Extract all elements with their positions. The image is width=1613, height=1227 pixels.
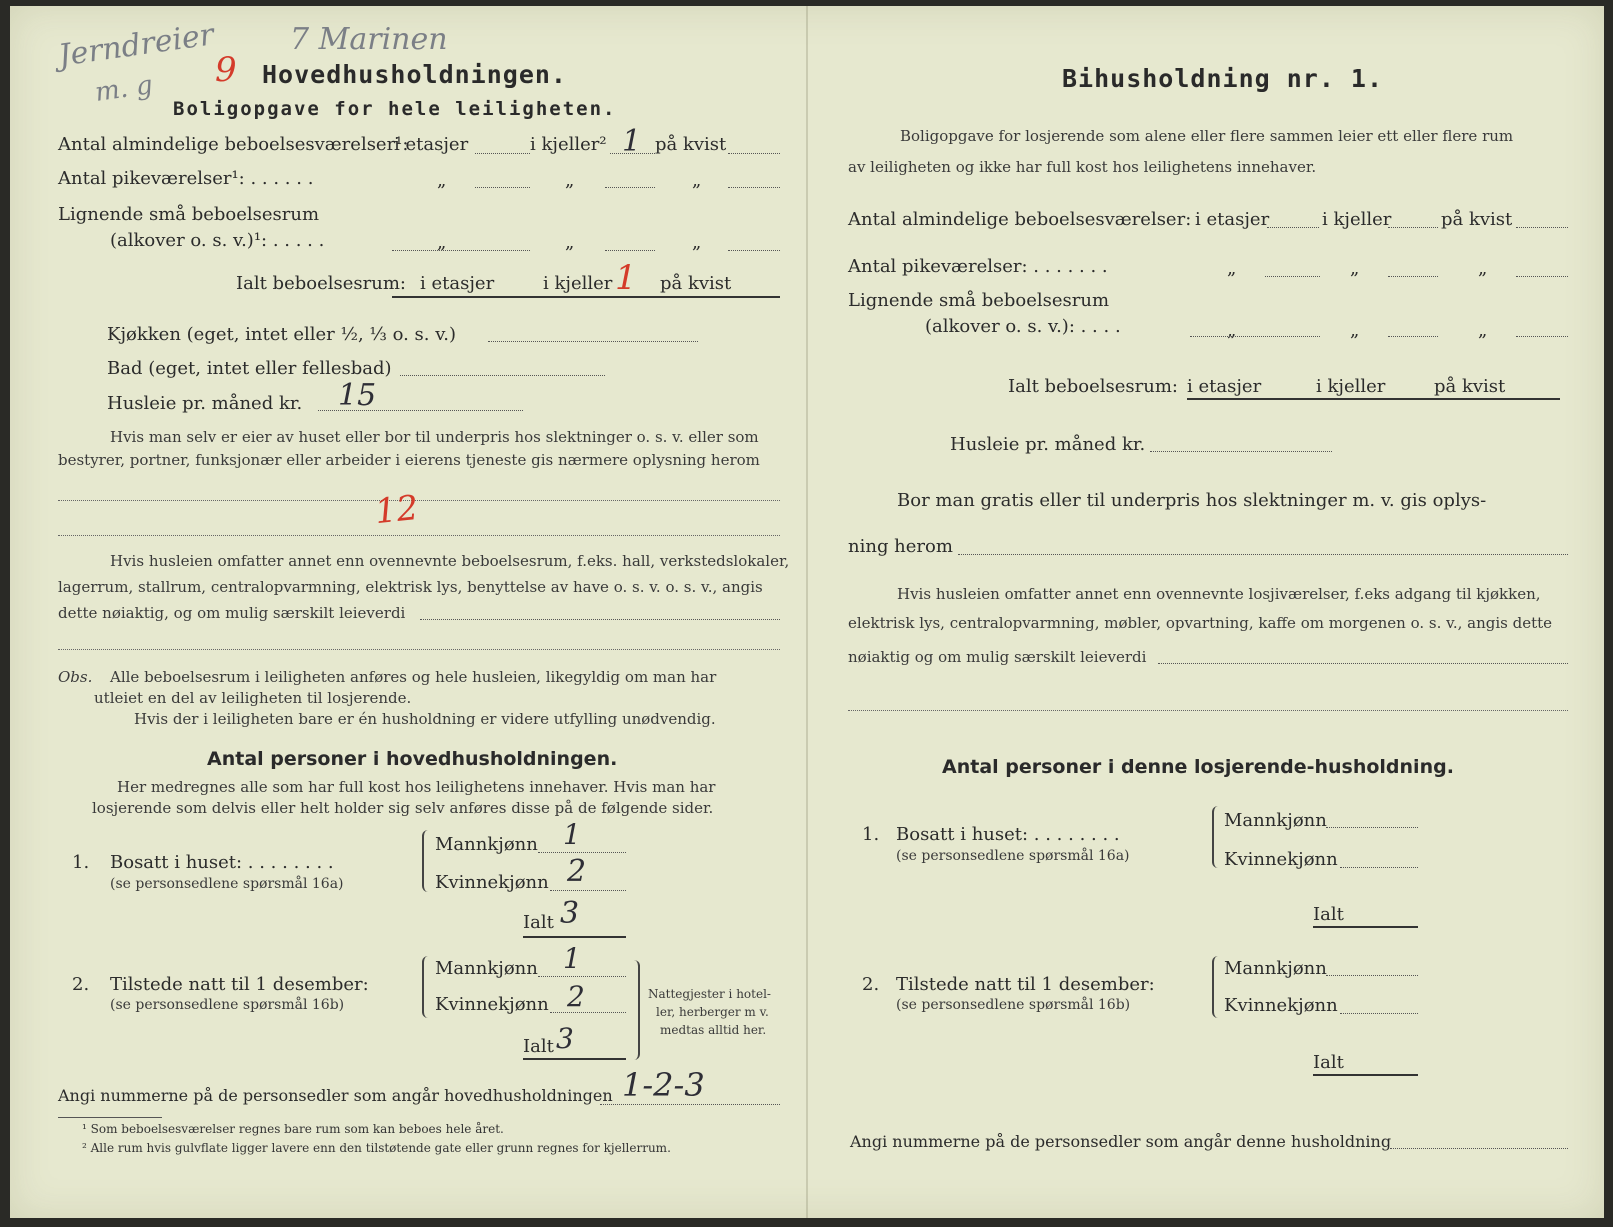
- left-q1-mann-line: [538, 852, 626, 853]
- ialt-underline: [392, 296, 780, 298]
- hand-q1-mann: 1: [563, 818, 581, 851]
- row1-label: Antal almindelige beboelsesværelser¹:: [58, 134, 409, 155]
- footnote-2: ² Alle rum hvis gulvflate ligger lavere enn den tilstøtende gate eller grunn regnes for kjellerrum.: [82, 1141, 671, 1155]
- right-q2-mann: Mannkjønn: [1224, 958, 1327, 979]
- right-row1-etasjer-line: [1267, 227, 1319, 228]
- ialt-etasjer: i etasjer: [420, 273, 495, 294]
- right-gratis-line: [958, 554, 1568, 555]
- left-q2-kvinne: Kvinnekjønn: [435, 994, 549, 1015]
- left-q2-right-brace: [630, 960, 640, 1060]
- right-omf-1: Hvis husleien omfatter annet enn ovennevnte losjiværelser, f.eks adgang til kjøkken,: [897, 585, 1541, 603]
- row2-line2: [605, 187, 655, 188]
- row3-label-b: (alkover o. s. v.)¹: . . . . .: [110, 230, 325, 251]
- right-row1-label: Antal almindelige beboelsesværelser:: [848, 209, 1192, 230]
- bad-label: Bad (eget, intet eller fellesbad): [107, 358, 392, 379]
- right-row1-kvist-line: [1516, 227, 1568, 228]
- omf-line-1: [420, 619, 780, 620]
- hand-nummerne: 1-2-3: [622, 1066, 705, 1104]
- left-q2-ialt: Ialt: [523, 1036, 554, 1057]
- left-q1-sub: (se personsedlene spørsmål 16a): [110, 876, 344, 892]
- ditto-mark: „: [692, 232, 702, 253]
- left-q2-kvinne-line: [550, 1012, 626, 1013]
- persons-text-1: Her medregnes alle som har full kost hos leilighetens innehaver. Hvis man har: [117, 778, 716, 796]
- hand-husleie-value: 15: [338, 378, 377, 413]
- ditto-mark: „: [1478, 258, 1488, 279]
- obs-label: Obs.: [58, 668, 93, 686]
- ditto-mark: „: [437, 232, 447, 253]
- right-ialt-kjeller: i kjeller: [1316, 376, 1386, 397]
- ditto-mark: „: [565, 232, 575, 253]
- right-row3-line1: [1190, 336, 1320, 337]
- row3-line3: [728, 250, 780, 251]
- row1-etasjer: i etasjer: [394, 134, 469, 155]
- ditto-mark: „: [1350, 258, 1360, 279]
- omf-text-3: dette nøiaktig, og om mulig særskilt leieverdi: [58, 604, 406, 622]
- obs-text-1: Alle beboelsesrum i leiligheten anføres og hele husleien, likegyldig om man har: [110, 668, 717, 686]
- right-ialt-kvist: på kvist: [1434, 376, 1506, 397]
- omf-line-2: [58, 649, 780, 650]
- right-q1-ialt: Ialt: [1313, 904, 1344, 925]
- right-q1-ialt-line: [1313, 926, 1418, 928]
- row3-line2: [605, 250, 655, 251]
- right-row1-etasjer: i etasjer: [1195, 209, 1270, 230]
- page-fold: [806, 6, 808, 1218]
- right-persons-title: Antal personer i denne losjerende-husholdning.: [942, 756, 1454, 778]
- right-omf-line-1: [1158, 663, 1568, 664]
- right-row2-line2: [1388, 276, 1438, 277]
- right-ialt-label: Ialt beboelsesrum:: [1008, 376, 1178, 397]
- left-persons-title: Antal personer i hovedhusholdningen.: [207, 748, 618, 770]
- row1-kvist: på kvist: [655, 134, 727, 155]
- right-q2-brace: [1212, 956, 1220, 1018]
- left-angi: Angi nummerne på de personsedler som angår hovedhusholdningen: [58, 1086, 613, 1105]
- husleie-line: [318, 410, 523, 411]
- left-subtitle: Boligopgave for hele leiligheten.: [173, 98, 617, 120]
- right-q1-label: Bosatt i huset: . . . . . . . .: [896, 824, 1120, 845]
- natt-note-3: medtas alltid her.: [660, 1023, 767, 1037]
- left-q2-mann: Mannkjønn: [435, 958, 538, 979]
- row1-etasjer-line: [475, 153, 530, 154]
- left-q2-num: 2.: [72, 974, 90, 995]
- right-q2-sub: (se personsedlene spørsmål 16b): [896, 997, 1131, 1013]
- right-omf-3: nøiaktig og om mulig særskilt leieverdi: [848, 648, 1147, 666]
- red-note-12: 12: [373, 487, 421, 533]
- natt-note-1: Nattegjester i hotel-: [648, 987, 771, 1001]
- ditto-mark: „: [565, 170, 575, 191]
- red-house-number: 9: [215, 50, 237, 90]
- right-ialt-etasjer: i etasjer: [1187, 376, 1262, 397]
- ditto-mark: „: [1227, 258, 1237, 279]
- right-q1-kvinne-line: [1340, 867, 1418, 868]
- left-title: Hovedhusholdningen.: [262, 60, 567, 89]
- row2-line1: [475, 187, 530, 188]
- ditto-mark: „: [1227, 320, 1237, 341]
- right-q1-kvinne: Kvinnekjønn: [1224, 849, 1338, 870]
- right-q2-num: 2.: [862, 974, 880, 995]
- ditto-mark: „: [1478, 320, 1488, 341]
- left-q2-brace: [422, 956, 430, 1018]
- left-q2-ialt-line: [523, 1058, 626, 1060]
- omf-text-1: Hvis husleien omfatter annet enn ovennevnte beboelsesrum, f.eks. hall, verkstedslokaler,: [110, 552, 790, 570]
- row2-label: Antal pikeværelser¹: . . . . . .: [58, 168, 314, 189]
- obs-text-3: Hvis der i leiligheten bare er én husholdning er videre utfylling unødvendig.: [134, 710, 716, 728]
- right-ialt-underline: [1187, 398, 1560, 400]
- right-q1-brace: [1212, 806, 1220, 868]
- ialt-kjeller: i kjeller: [543, 273, 613, 294]
- ialt-kvist: på kvist: [660, 273, 732, 294]
- kjokken-line: [488, 341, 698, 342]
- right-row1-kjeller-line: [1388, 227, 1438, 228]
- kjokken-label: Kjøkken (eget, intet eller ½, ⅓ o. s. v.): [107, 324, 456, 345]
- eier-text-1: Hvis man selv er eier av huset eller bor til underpris hos slektninger o. s. v. eller som: [110, 428, 759, 446]
- left-q1-kvinne-line: [550, 890, 626, 891]
- right-row2-line3: [1516, 276, 1568, 277]
- right-q1-sub: (se personsedlene spørsmål 16a): [896, 848, 1130, 864]
- ditto-mark: „: [692, 170, 702, 191]
- left-q1-kvinne: Kvinnekjønn: [435, 872, 549, 893]
- ialt-label: Ialt beboelsesrum:: [236, 273, 406, 294]
- obs-text-2: utleiet en del av leiligheten til losjerende.: [94, 689, 412, 707]
- left-q2-mann-line: [538, 976, 626, 977]
- red-ialt-kjeller: 1: [615, 258, 637, 298]
- hand-q1-kvinne: 2: [567, 854, 587, 889]
- right-row2-label: Antal pikeværelser: . . . . . . .: [848, 256, 1108, 277]
- handwritten-marinen: 7 Marinen: [290, 22, 448, 57]
- eier-line-1: [58, 500, 780, 501]
- right-q2-mann-line: [1326, 975, 1418, 976]
- right-q2-kvinne-line: [1340, 1013, 1418, 1014]
- omf-text-2: lagerrum, stallrum, centralopvarmning, elektrisk lys, benyttelse av have o. s. v. o. s. v., angis: [58, 578, 763, 596]
- right-q2-kvinne: Kvinnekjønn: [1224, 995, 1338, 1016]
- right-row1-kjeller: i kjeller: [1322, 209, 1392, 230]
- row2-line3: [728, 187, 780, 188]
- row3-line1: [392, 250, 530, 251]
- right-gratis-1: Bor man gratis eller til underpris hos slektninger m. v. gis oplys-: [897, 490, 1487, 511]
- eier-line-2: [58, 535, 780, 536]
- right-row3-label-b: (alkover o. s. v.): . . . .: [925, 316, 1121, 337]
- right-intro-1: Boligopgave for losjerende som alene eller flere sammen leier ett eller flere rum: [900, 127, 1514, 145]
- right-angi: Angi nummerne på de personsedler som angår denne husholdning: [850, 1132, 1392, 1151]
- left-q1-mann: Mannkjønn: [435, 834, 538, 855]
- left-q2-sub: (se personsedlene spørsmål 16b): [110, 997, 345, 1013]
- left-q1-ialt: Ialt: [523, 912, 554, 933]
- footnote-1: ¹ Som beboelsesværelser regnes bare rum som kan beboes hele året.: [82, 1122, 504, 1136]
- hand-q2-kvinne: 2: [567, 980, 585, 1013]
- hand-q1-ialt: 3: [560, 896, 580, 931]
- left-angi-line: [600, 1104, 780, 1105]
- persons-text-2: losjerende som delvis eller helt holder sig selv anføres disse på de følgende sider.: [92, 799, 714, 817]
- row1-kjeller: i kjeller²: [530, 134, 607, 155]
- right-husleie-line: [1150, 451, 1332, 452]
- hand-q2-mann: 1: [563, 942, 581, 975]
- footnote-rule: [58, 1117, 162, 1118]
- right-angi-line: [1390, 1148, 1568, 1149]
- right-omf-2: elektrisk lys, centralopvarmning, møbler, opvartning, kaffe om morgenen o. s. v., angis dette: [848, 614, 1553, 632]
- right-omf-line-2: [848, 710, 1568, 711]
- hand-kjeller-value: 1: [622, 124, 642, 159]
- row1-kvist-line: [728, 153, 780, 154]
- right-intro-2: av leiligheten og ikke har full kost hos leilighetens innehaver.: [848, 158, 1317, 176]
- row3-label-a: Lignende små beboelsesrum: [58, 204, 320, 225]
- husleie-label: Husleie pr. måned kr.: [107, 393, 303, 414]
- handwritten-mg: m. g: [93, 70, 155, 108]
- right-row3-line2: [1388, 336, 1438, 337]
- right-row2-line1: [1265, 276, 1320, 277]
- natt-note-2: ler, herberger m v.: [656, 1005, 769, 1019]
- handwritten-street: Jerndreier: [56, 17, 217, 74]
- left-q2-label: Tilstede natt til 1 desember:: [110, 974, 369, 995]
- hand-q2-ialt: 3: [556, 1022, 574, 1055]
- right-row3-line3: [1516, 336, 1568, 337]
- ditto-mark: „: [1350, 320, 1360, 341]
- right-gratis-2: ning herom: [848, 536, 953, 557]
- right-q2-label: Tilstede natt til 1 desember:: [896, 974, 1155, 995]
- right-q1-num: 1.: [862, 824, 880, 845]
- left-q1-num: 1.: [72, 852, 90, 873]
- left-q1-label: Bosatt i huset: . . . . . . . .: [110, 852, 334, 873]
- ditto-mark: „: [437, 170, 447, 191]
- right-q2-ialt: Ialt: [1313, 1052, 1344, 1073]
- right-husleie: Husleie pr. måned kr.: [950, 434, 1146, 455]
- right-title: Bihusholdning nr. 1.: [1062, 64, 1384, 93]
- left-q1-ialt-line: [523, 936, 626, 938]
- right-q1-mann: Mannkjønn: [1224, 810, 1327, 831]
- left-q1-brace: [422, 830, 430, 892]
- right-row1-kvist: på kvist: [1441, 209, 1513, 230]
- right-row3-label-a: Lignende små beboelsesrum: [848, 290, 1110, 311]
- right-q1-mann-line: [1326, 827, 1418, 828]
- eier-text-2: bestyrer, portner, funksjonær eller arbeider i eierens tjeneste gis nærmere oplysning herom: [58, 451, 760, 469]
- right-q2-ialt-line: [1313, 1074, 1418, 1076]
- bad-line: [400, 375, 605, 376]
